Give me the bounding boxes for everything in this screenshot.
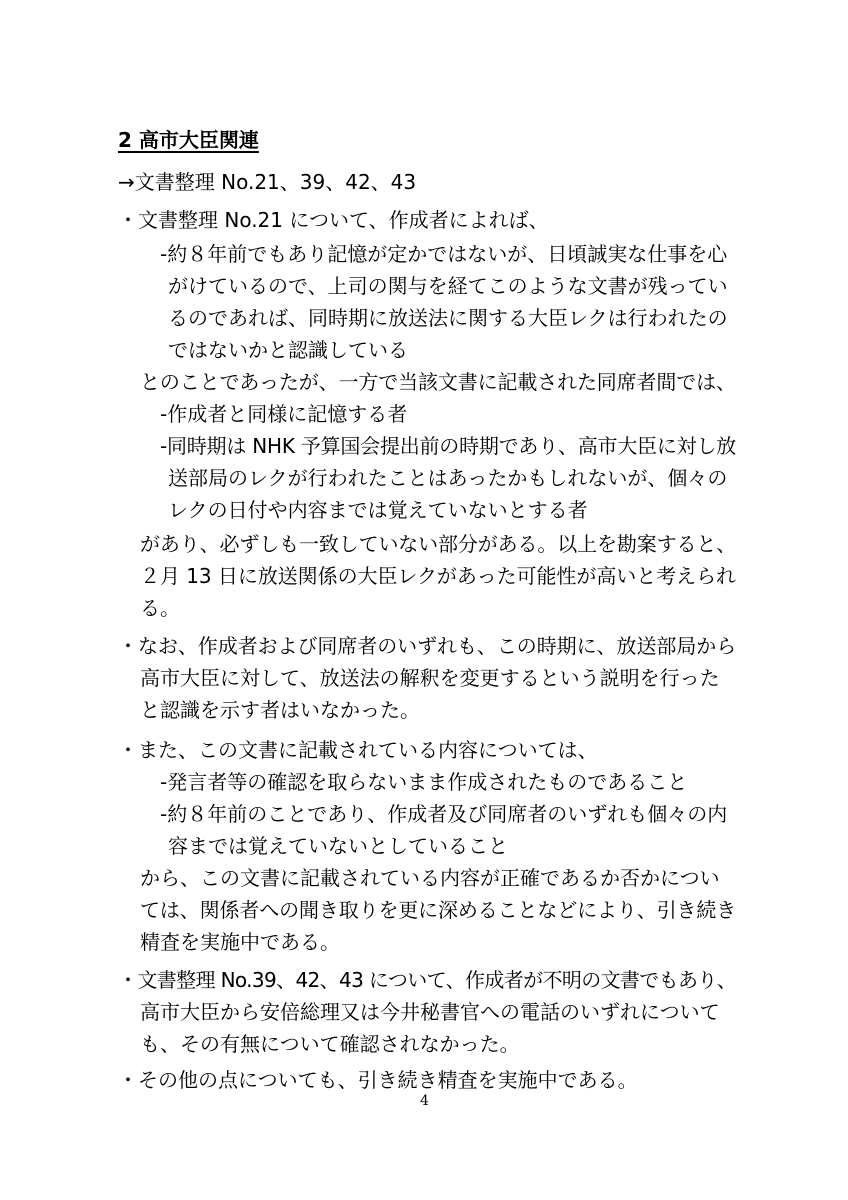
paragraph-line: ては、関係者への聞き取りを更に深めることなどにより、引き続き: [140, 898, 737, 922]
paragraph-line: レクの日付や内容までは覚えていないとする者: [168, 498, 588, 522]
paragraph-line: る。: [140, 596, 180, 620]
paragraph-line: -約８年前のことであり、作成者及び同席者のいずれも個々の内: [160, 802, 728, 826]
paragraph-line: 高市大臣から安倍総理又は今井秘書官への電話のいずれについて: [140, 1000, 720, 1024]
paragraph-line: がけているので、上司の関与を経てこのような文書が残ってい: [168, 274, 728, 298]
paragraph-line: も、その有無について確認されなかった。: [140, 1032, 520, 1056]
paragraph-line: から、この文書に記載されている内容が正確であるか否かについ: [140, 866, 720, 890]
document-reference: →文書整理 No.21、39、42、43: [118, 170, 417, 194]
page-number: 4: [420, 1093, 429, 1109]
paragraph-line: ・また、この文書に記載されている内容については、: [118, 738, 598, 762]
section-heading: 2 高市大臣関連: [118, 128, 259, 152]
paragraph-line: ・その他の点についても、引き続き精査を実施中である。: [118, 1068, 638, 1092]
paragraph-line: -作成者と同様に記憶する者: [160, 402, 408, 426]
paragraph-line: -約８年前でもあり記憶が定かではないが、日頃誠実な仕事を心: [160, 242, 728, 266]
paragraph-line: ２月 13 日に放送関係の大臣レクがあった可能性が高いと考えられ: [140, 564, 736, 588]
paragraph-line: るのであれば、同時期に放送法に関する大臣レクは行われたの: [168, 306, 728, 330]
paragraph-line: ・文書整理 No.21 について、作成者によれば、: [118, 208, 549, 232]
paragraph-line: とのことであったが、一方で当該文書に記載された同席者間では、: [140, 370, 736, 394]
paragraph-line: 容までは覚えていないとしていること: [168, 834, 508, 858]
paragraph-line: ・なお、作成者および同席者のいずれも、この時期に、放送部局から: [118, 634, 737, 658]
paragraph-line: があり、必ずしも一致していない部分がある。以上を勘案すると、: [140, 532, 737, 556]
paragraph-line: ではないかと認識している: [168, 338, 408, 362]
paragraph-line: -同時期は NHK 予算国会提出前の時期であり、高市大臣に対し放: [160, 434, 737, 458]
paragraph-line: ・文書整理 No.39、42、43 について、作成者が不明の文書でもあり、: [118, 968, 737, 992]
paragraph-line: -発言者等の確認を取らないまま作成されたものであること: [160, 770, 688, 794]
paragraph-line: 高市大臣に対して、放送法の解釈を変更するという説明を行った: [140, 666, 720, 690]
paragraph-line: と認識を示す者はいなかった。: [140, 698, 420, 722]
paragraph-line: 精査を実施中である。: [140, 930, 340, 954]
paragraph-line: 送部局のレクが行われたことはあったかもしれないが、個々の: [168, 466, 728, 490]
